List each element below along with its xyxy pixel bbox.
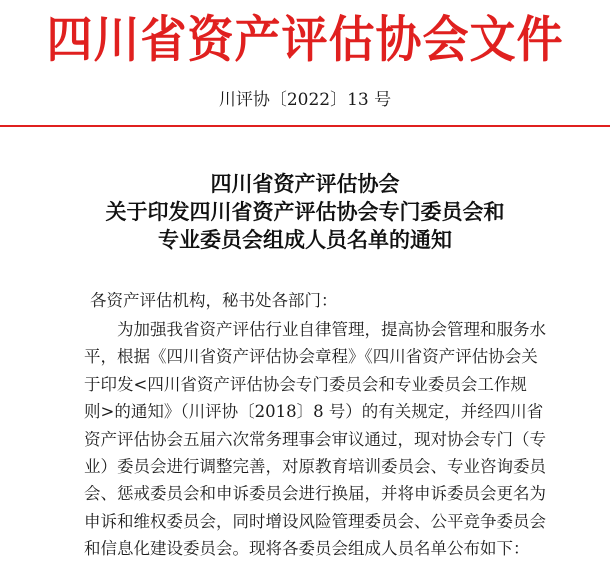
body-line: 业）委员会进行调整完善，对原教育培训委员会、专业咨询委员 [84, 457, 546, 477]
body-line: 和信息化建设委员会。现将各委员会组成人员名单公布如下： [84, 539, 530, 559]
title-line: 四川省资产评估协会 [210, 172, 400, 196]
body-line: 为加强我省资产评估行业自律管理，提高协会管理和服务水 [84, 320, 546, 339]
title-line: 关于印发四川省资产评估协会专门委员会和 [105, 200, 505, 224]
body-line: 资产评估协会五届六次常务理事会审议通过，现对协会专门（专 [84, 429, 546, 449]
document-title [0, 170, 610, 254]
body-line: 于印发<四川省资产评估协会专门委员会和专业委员会工作规 [84, 374, 527, 394]
document-masthead: 四川省资产评估协会文件 [46, 9, 564, 69]
document-number: 川评协〔2022〕13 号 [218, 90, 392, 110]
body-line: 会、惩戒委员会和申诉委员会进行换届，并将申诉委员会更名为 [84, 484, 546, 504]
body-line: 申诉和维权委员会，同时增设风险管理委员会、公平竞争委员会 [84, 511, 546, 531]
body-line: 则>的通知》（川评协〔2018〕8 号）的有关规定，并经四川省 [84, 402, 544, 422]
title-line: 专业委员会组成人员名单的通知 [158, 228, 452, 252]
red-divider-line [0, 125, 610, 127]
body-line: 平，根据《四川省资产评估协会章程》《四川省资产评估协会关 [84, 347, 538, 367]
salutation: 各资产评估机构，秘书处各部门： [90, 291, 338, 310]
body-paragraph [84, 316, 594, 563]
